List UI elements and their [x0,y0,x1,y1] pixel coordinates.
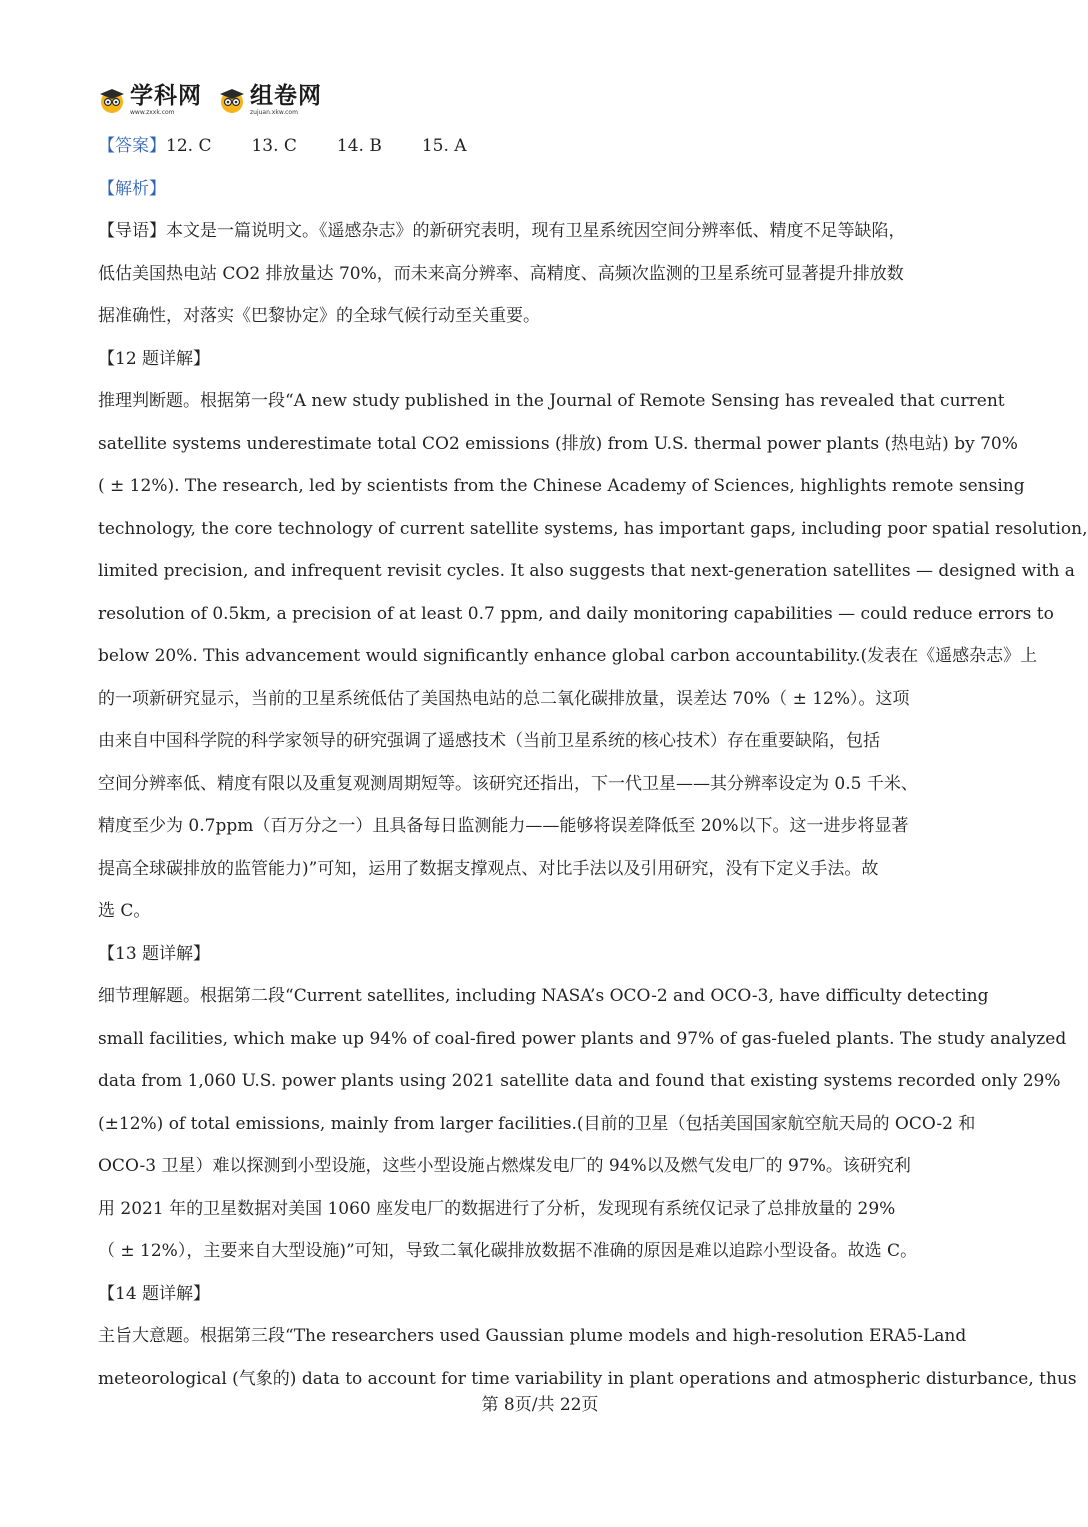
text-line: 的一项新研究显示，当前的卫星系统低估了美国热电站的总二氧化碳排放量，误差达 70%（ ± 12%）。这项 [98,688,910,709]
text-line: 低估美国热电站 CO2 排放量达 70%，而未来高分辨率、高精度、高频次监测的卫星系统可显著提升排放数 [98,263,904,284]
text-line: OCO-3 卫星）难以探测到小型设施，这些小型设施占燃煤发电厂的 94%以及燃气发电厂的 97%。该研究利 [98,1156,911,1176]
text-line: ( ± 12%). The research, led by scientists from the Chinese Academy of Sciences, highlights remote sensing [98,476,1025,496]
logo-url: www.zxxk.com [130,108,175,116]
graduation-owl-icon [218,86,246,114]
answer-item: 12. C [166,136,212,156]
text-line: 主旨大意题。根据第三段“The researchers used Gaussian plume models and high-resolution ERA5-Land [98,1326,967,1346]
graduation-owl-icon [98,86,126,114]
section-heading: 【14 题详解】 [98,1283,211,1304]
header-logos [98,80,322,120]
page-number: 第 8页/共 22页 [481,1395,599,1415]
answer-item: 14. B [336,136,382,156]
text-line: resolution of 0.5km, a precision of at least 0.7 ppm, and daily monitoring capabilities — could reduce errors to [98,603,1054,624]
text-line: 提高全球碳排放的监管能力)”可知，运用了数据支撑观点、对比手法以及引用研究，没有下定义手法。故 [98,858,879,879]
text-line: technology, the core technology of current satellite systems, has important gaps, including poor spatial resolution, [98,518,1088,539]
answer-label: 【答案】 [98,136,166,156]
logo-name: 学科网 [130,82,202,109]
section-heading: 【12 题详解】 [98,348,211,369]
text-line: below 20%. This advancement would significantly enhance global carbon accountability.(发表在《遥感杂志》上 [98,646,1038,666]
text-line: data from 1,060 U.S. power plants using 2021 satellite data and found that existing systems recorded only 29% [98,1071,1061,1091]
answer-item: 15. A [421,136,467,156]
text-line: 【导语】本文是一篇说明文。《遥感杂志》的新研究表明，现有卫星系统因空间分辨率低、精度不足等缺陷， [98,221,906,241]
text-line: small facilities, which make up 94% of coal-fired power plants and 97% of gas-fueled plants. The study analyzed [98,1028,1067,1049]
text-line: （ ± 12%），主要来自大型设施)”可知，导致二氧化碳排放数据不准确的原因是难以追踪小型设备。故选 C。 [98,1241,918,1261]
text-line: limited precision, and infrequent revisit cycles. It also suggests that next-generation satellites — designed with a [98,561,1075,581]
answer-item: 13. C [251,136,297,156]
analysis-label: 【解析】 [98,178,166,199]
text-line: satellite systems underestimate total CO2 emissions (排放) from U.S. thermal power plants (热电站) by 70% [98,433,1018,454]
text-line: meteorological (气象的) data to account for time variability in plant operations and atmospheric disturbance, thus [98,1368,1077,1389]
text-line: 空间分辨率低、精度有限以及重复观测周期短等。该研究还指出，下一代卫星——其分辨率设定为 0.5 千米、 [98,773,918,794]
xuekewang-logo [98,82,202,116]
text-line: (±12%) of total emissions, mainly from larger facilities.(目前的卫星（包括美国国家航空航天局的 OCO-2 和 [98,1113,976,1134]
section-heading: 【13 题详解】 [98,943,211,964]
answer-line [98,128,988,171]
text-line: 选 C。 [98,901,151,921]
text-line: 推理判断题。根据第一段“A new study published in the Journal of Remote Sensing has revealed that current [98,391,1005,411]
text-line: 用 2021 年的卫星数据对美国 1060 座发电厂的数据进行了分析，发现现有系统仅记录了总排放量的 29% [98,1198,896,1219]
logo-name: 组卷网 [250,82,322,109]
zujuanwang-logo [218,82,322,116]
document-body [98,128,1088,1403]
logo-url: zujuan.xkw.com [250,108,298,116]
text-line: 由来自中国科学院的科学家领导的研究强调了遥感技术（当前卫星系统的核心技术）存在重要缺陷，包括 [98,731,880,751]
text-line: 据准确性，对落实《巴黎协定》的全球气候行动至关重要。 [98,306,540,326]
text-line: 细节理解题。根据第二段“Current satellites, including NASA’s OCO-2 and OCO-3, have difficulty detecting [98,986,989,1006]
text-line: 精度至少为 0.7ppm（百万分之一）且具备每日监测能力——能够将误差降低至 20%以下。这一进步将显著 [98,816,909,836]
